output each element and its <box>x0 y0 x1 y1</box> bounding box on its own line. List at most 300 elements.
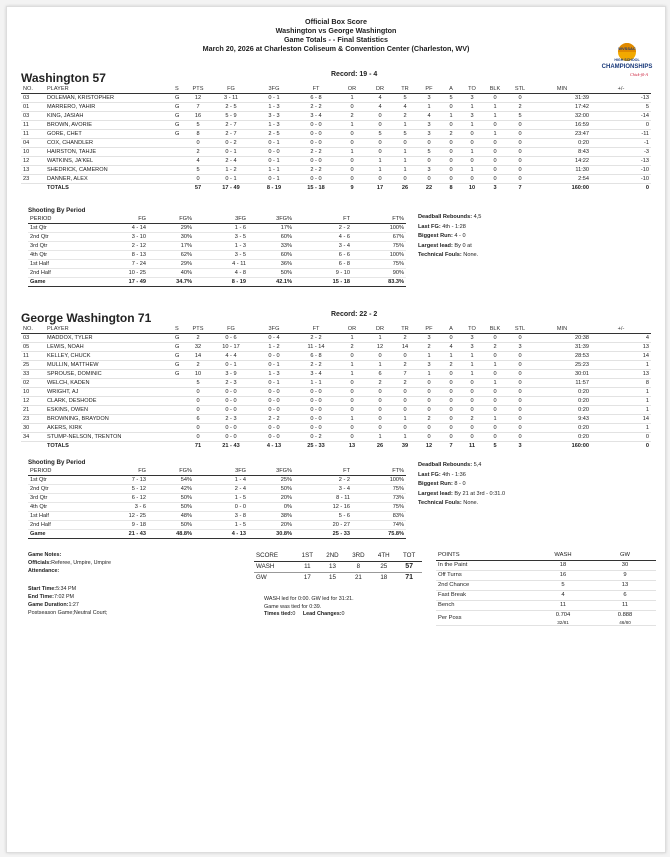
column-header: FT <box>294 467 352 476</box>
table-cell: 2 - 2 <box>295 361 337 370</box>
table-cell: 0 - 0 <box>295 121 337 130</box>
table-cell: 4 <box>417 112 441 121</box>
period-row <box>28 269 406 278</box>
table-cell: 75% <box>352 503 406 512</box>
team1-stats-table <box>21 85 651 192</box>
table-cell: 4th Qtr <box>28 251 94 260</box>
table-cell: 20 - 27 <box>294 521 352 530</box>
table-cell: 2 <box>187 361 209 370</box>
table-cell: 2 - 2 <box>295 334 337 343</box>
table-cell: 0 <box>441 139 461 148</box>
table-cell: Game <box>28 530 94 539</box>
table-row <box>21 94 651 103</box>
table-cell: 23 <box>21 415 45 424</box>
game-notes-heading: Game Notes: <box>28 552 62 558</box>
table-cell: 8 - 13 <box>94 251 148 260</box>
table-cell: 0 <box>417 388 441 397</box>
table-cell: 71 <box>405 574 413 581</box>
ties-and-changes: Times tied:0 Lead Changes:0 <box>264 611 345 618</box>
table-cell: 0 <box>483 334 507 343</box>
table-cell: 2 <box>461 415 483 424</box>
table-cell: 31:39 <box>533 343 591 352</box>
player-name: SPROUSE, DOMINIC <box>45 370 173 379</box>
table-cell: 1 - 2 <box>209 166 253 175</box>
table-cell: 03 <box>21 334 45 343</box>
column-header: MIN <box>533 85 591 94</box>
table-cell: 0 - 0 <box>209 406 253 415</box>
column-header: TO <box>461 325 483 334</box>
table-cell: 2 - 3 <box>209 379 253 388</box>
table-cell: 12 <box>187 94 209 103</box>
table-cell: 1 <box>417 370 441 379</box>
per-poss-value: Per Poss <box>438 614 462 621</box>
table-cell: 0:20 <box>533 406 591 415</box>
table-cell: 3 <box>461 94 483 103</box>
player-name: WELCH, KADEN <box>45 379 173 388</box>
table-cell: 5 <box>367 130 393 139</box>
points-row <box>436 601 656 611</box>
table-cell: 0 <box>441 103 461 112</box>
totals-cell: 39 <box>393 442 417 451</box>
column-header: PERIOD <box>28 467 94 476</box>
column-header: PLAYER <box>45 85 173 94</box>
table-cell: 5 <box>417 148 441 157</box>
table-cell: 3 <box>417 121 441 130</box>
logo-top-text: WVSSAC <box>618 46 636 51</box>
table-cell: 73% <box>352 494 406 503</box>
table-cell: 100% <box>352 476 406 485</box>
table-cell: 0 <box>337 379 367 388</box>
table-cell: 3 - 3 <box>253 112 295 121</box>
column-header: WASH <box>532 551 594 561</box>
table-cell: 0 <box>367 139 393 148</box>
table-cell: 1 <box>461 166 483 175</box>
table-cell: 17:42 <box>533 103 591 112</box>
table-cell: 0 <box>367 148 393 157</box>
table-row <box>21 397 651 406</box>
table-cell: 3 <box>417 94 441 103</box>
table-cell: 1 <box>591 424 651 433</box>
logo-sponsor-text: Chick-fil-A <box>630 72 648 77</box>
table-cell: 5 - 6 <box>294 512 352 521</box>
table-cell: -3 <box>591 148 651 157</box>
table-cell: 5 - 9 <box>209 112 253 121</box>
player-name: WATKINS, JA'KEL <box>45 157 173 166</box>
table-cell: 75% <box>352 260 406 269</box>
table-cell: 0 <box>483 94 507 103</box>
table-cell: 14 <box>187 352 209 361</box>
totals-cell: 57 <box>187 184 209 193</box>
table-cell: 0 <box>337 388 367 397</box>
table-cell: 0 - 0 <box>209 397 253 406</box>
team1-player-rows <box>21 94 651 184</box>
table-cell: 0 - 1 <box>253 175 295 184</box>
game-times <box>28 585 107 617</box>
table-row <box>21 379 651 388</box>
table-cell: 1 - 1 <box>295 379 337 388</box>
column-header: 3FG% <box>248 215 294 224</box>
table-cell: 04 <box>21 139 45 148</box>
table-cell: 1 <box>337 361 367 370</box>
table-cell: 0 <box>367 406 393 415</box>
table-cell: G <box>173 343 187 352</box>
player-name: AKERS, KIRK <box>45 424 173 433</box>
team1-period-table <box>28 215 406 287</box>
table-cell: In the Paint <box>436 561 532 571</box>
table-cell: 25% <box>248 476 294 485</box>
table-cell: 14:22 <box>533 157 591 166</box>
table-cell: 10 - 17 <box>209 343 253 352</box>
table-cell: 0 - 0 <box>253 352 295 361</box>
championships-logo <box>601 41 653 81</box>
table-cell: 5 <box>393 130 417 139</box>
table-cell: 2 <box>337 343 367 352</box>
table-cell: 11 <box>21 130 45 139</box>
table-cell: 9 - 10 <box>294 269 352 278</box>
per-poss-value: 0.704 <box>555 612 571 618</box>
table-cell: 25 <box>371 562 396 573</box>
table-cell: 05 <box>21 343 45 352</box>
table-cell: 0 <box>507 121 533 130</box>
player-name: MADDOX, TYLER <box>45 334 173 343</box>
team2-title: George Washington 71 <box>21 311 152 325</box>
totals-cell: 7 <box>507 184 533 193</box>
table-row <box>21 361 651 370</box>
table-cell: 0 <box>441 433 461 442</box>
table-cell: 33% <box>248 242 294 251</box>
team2-period-rows <box>28 476 406 539</box>
totals-cell <box>173 442 187 451</box>
table-cell: 10 <box>21 148 45 157</box>
table-cell: 0 <box>441 406 461 415</box>
table-cell: 8 - 19 <box>194 278 248 287</box>
table-row <box>21 334 651 343</box>
table-cell: 1 <box>393 433 417 442</box>
points-row <box>436 571 656 581</box>
table-cell: 15 <box>329 574 336 581</box>
totals-cell: 4 - 13 <box>253 442 295 451</box>
table-cell: 5 <box>187 379 209 388</box>
lead-line2: Game was tied for 0:39. <box>264 603 322 610</box>
table-cell: 0 - 0 <box>209 424 253 433</box>
table-cell: 0:20 <box>533 433 591 442</box>
table-cell: 02 <box>21 379 45 388</box>
table-cell: 8 <box>187 130 209 139</box>
table-cell: 1 <box>367 361 393 370</box>
table-cell: 2 - 3 <box>209 415 253 424</box>
table-cell: 0 <box>187 433 209 442</box>
table-cell: 0 <box>483 175 507 184</box>
score-row <box>254 562 422 573</box>
totals-cell: 160:00 <box>533 184 591 193</box>
column-header: 3FG <box>253 85 295 94</box>
table-cell: 4 <box>393 103 417 112</box>
table-cell: 48% <box>148 512 194 521</box>
column-header: POINTS <box>436 551 532 561</box>
table-cell: 0 - 1 <box>209 361 253 370</box>
table-cell: 1 <box>461 121 483 130</box>
table-cell: 0 <box>461 379 483 388</box>
totals-cell: 3 <box>507 442 533 451</box>
column-header: OR <box>337 325 367 334</box>
totals-cell: 3 <box>483 184 507 193</box>
table-row <box>21 157 651 166</box>
table-cell: WASH <box>254 562 295 573</box>
table-cell: 0 <box>507 433 533 442</box>
table-cell: 1 <box>483 112 507 121</box>
table-cell: 0 <box>367 175 393 184</box>
table-cell: 3 - 4 <box>295 112 337 121</box>
totals-cell: 17 <box>367 184 393 193</box>
table-cell: 20% <box>248 494 294 503</box>
table-cell: 0 <box>507 415 533 424</box>
table-cell: 16:59 <box>533 121 591 130</box>
table-cell: 0 <box>441 379 461 388</box>
table-cell: 0 <box>461 424 483 433</box>
per-poss-value: 0.888 <box>617 612 633 618</box>
table-cell: -10 <box>591 175 651 184</box>
table-row <box>21 121 651 130</box>
table-cell: 1 <box>337 415 367 424</box>
table-cell: 13 <box>594 581 656 591</box>
player-name: LEWIS, NOAH <box>45 343 173 352</box>
officials: Officials:Referee, Umpire, Umpire <box>28 560 111 566</box>
table-cell: 0 - 0 <box>253 433 295 442</box>
column-header: TO <box>461 85 483 94</box>
table-cell: 3 - 10 <box>94 233 148 242</box>
table-cell: 0 - 0 <box>209 433 253 442</box>
table-cell: 75% <box>352 242 406 251</box>
table-cell: 3 <box>461 112 483 121</box>
table-cell: 14 <box>591 352 651 361</box>
table-cell: 0 <box>417 397 441 406</box>
table-cell: 0 <box>441 175 461 184</box>
table-cell: 29% <box>148 224 194 233</box>
column-header: +/- <box>591 85 651 94</box>
team2-side-notes <box>418 461 505 509</box>
table-cell: 48.8% <box>148 530 194 539</box>
table-cell: 83.3% <box>352 278 406 287</box>
table-cell: 1 <box>417 352 441 361</box>
table-cell: 3 - 6 <box>94 503 148 512</box>
table-cell: 0 - 0 <box>253 148 295 157</box>
team1-technical-fouls: Technical Fouls: None. <box>418 252 479 259</box>
table-cell: 0 <box>187 397 209 406</box>
header-matchup: Washington vs George Washington <box>275 26 397 35</box>
table-cell: 1 <box>393 148 417 157</box>
table-cell <box>173 175 187 184</box>
table-cell: 0 - 6 <box>209 334 253 343</box>
table-cell: 0 <box>483 157 507 166</box>
table-cell: 34 <box>21 433 45 442</box>
table-cell: 30:01 <box>533 370 591 379</box>
table-row <box>21 139 651 148</box>
table-cell: 0 <box>393 424 417 433</box>
table-cell: 25:23 <box>533 361 591 370</box>
table-cell: 0 - 0 <box>253 388 295 397</box>
column-header: FG% <box>148 215 194 224</box>
table-cell: 74% <box>352 521 406 530</box>
period-row <box>28 512 406 521</box>
table-cell: 9 - 18 <box>94 521 148 530</box>
table-cell <box>173 388 187 397</box>
table-cell: 0 <box>337 433 367 442</box>
table-cell: 0 <box>393 406 417 415</box>
table-cell: 0 <box>507 370 533 379</box>
table-cell: 5 <box>441 94 461 103</box>
table-cell: 1 <box>461 370 483 379</box>
table-cell: 3 <box>461 343 483 352</box>
table-cell: 3 - 8 <box>194 512 248 521</box>
column-header: TR <box>393 85 417 94</box>
per-poss-fraction: 32/81 <box>557 620 569 625</box>
table-cell: 23 <box>21 175 45 184</box>
table-cell: 12 - 16 <box>294 503 352 512</box>
table-cell: 0 <box>367 121 393 130</box>
table-cell: 2 <box>507 103 533 112</box>
table-cell: 0 <box>441 121 461 130</box>
table-cell: 0 <box>187 406 209 415</box>
table-cell: 13 <box>591 370 651 379</box>
per-poss-row <box>436 611 656 626</box>
team2-totals-row <box>21 442 651 451</box>
table-cell: 11 <box>594 601 656 611</box>
table-cell: 2 <box>393 334 417 343</box>
player-name: DOLEMAN, KRISTOPHER <box>45 94 173 103</box>
table-row <box>21 352 651 361</box>
table-cell: 1 <box>591 361 651 370</box>
table-cell: 50% <box>148 503 194 512</box>
table-cell: 0 <box>337 166 367 175</box>
table-cell: 3rd Qtr <box>28 494 94 503</box>
table-cell: 2nd Half <box>28 521 94 530</box>
table-cell: 0 - 0 <box>253 424 295 433</box>
table-cell: 0 <box>483 406 507 415</box>
table-cell: 2 - 2 <box>253 415 295 424</box>
table-cell: 11:30 <box>533 166 591 175</box>
table-cell: 6 - 8 <box>295 352 337 361</box>
table-cell <box>173 148 187 157</box>
table-cell: 0:20 <box>533 424 591 433</box>
points-row <box>436 591 656 601</box>
table-cell: 0 - 0 <box>295 388 337 397</box>
table-cell: 2 <box>367 379 393 388</box>
table-cell: 2 - 5 <box>209 103 253 112</box>
table-cell: 0 <box>417 157 441 166</box>
table-cell: 5 <box>187 166 209 175</box>
table-cell: 0 - 1 <box>253 139 295 148</box>
table-cell: 1 - 3 <box>253 370 295 379</box>
player-name: ESKINS, OWEN <box>45 406 173 415</box>
table-cell: 21 <box>21 406 45 415</box>
table-cell: 25 - 33 <box>294 530 352 539</box>
table-cell: 1 <box>591 397 651 406</box>
attendance: Attendance: <box>28 568 60 574</box>
points-header <box>436 551 656 561</box>
table-cell: 0 <box>507 361 533 370</box>
team2-last-fg: Last FG: 4th - 1:36 <box>418 471 466 478</box>
column-header: 3FG% <box>248 467 294 476</box>
table-cell: 0 <box>367 352 393 361</box>
table-row <box>21 415 651 424</box>
table-cell: 1 <box>393 157 417 166</box>
period-row <box>28 521 406 530</box>
table-row <box>21 103 651 112</box>
table-row <box>21 130 651 139</box>
end-time: End Time:7:02 PM <box>28 594 75 600</box>
table-cell: 1 <box>461 352 483 361</box>
table-cell: 12 <box>21 397 45 406</box>
table-cell: 13 <box>591 343 651 352</box>
period-row <box>28 251 406 260</box>
table-cell: 5 <box>591 103 651 112</box>
period-row <box>28 476 406 485</box>
table-cell: 42% <box>148 485 194 494</box>
table-cell: 13 <box>319 562 345 573</box>
column-header: DR <box>367 325 393 334</box>
table-cell: 1 <box>367 166 393 175</box>
table-cell: 0 <box>507 139 533 148</box>
table-cell: 11 - 14 <box>295 343 337 352</box>
table-cell: 7 <box>393 370 417 379</box>
table-cell: 3 <box>417 361 441 370</box>
period-game-row <box>28 530 406 539</box>
table-cell: 11 <box>532 601 594 611</box>
table-cell: 90% <box>352 269 406 278</box>
table-cell: 0 <box>187 388 209 397</box>
table-cell: 4 <box>591 334 651 343</box>
column-header: DR <box>367 85 393 94</box>
table-cell: 18 <box>380 574 388 581</box>
table-cell: 0 <box>507 94 533 103</box>
table-cell: 36% <box>248 260 294 269</box>
table-cell: 3 - 5 <box>194 233 248 242</box>
column-header: 3RD <box>352 552 365 559</box>
table-cell: 0 <box>393 388 417 397</box>
table-cell: 0 <box>507 424 533 433</box>
table-cell: 2 <box>337 112 367 121</box>
game-duration: Game Duration:1:27 <box>28 602 79 608</box>
column-header: TOT <box>402 552 416 559</box>
table-cell: 3 - 5 <box>194 251 248 260</box>
table-cell: 0:20 <box>533 397 591 406</box>
column-header: +/- <box>591 325 651 334</box>
totals-cell: 0 <box>591 442 651 451</box>
table-cell: 0 <box>393 139 417 148</box>
team2-period-section-title: Shooting By Period <box>28 459 86 466</box>
table-cell: 50% <box>148 521 194 530</box>
table-cell: 01 <box>21 103 45 112</box>
table-cell: 2 - 2 <box>295 148 337 157</box>
totals-cell: 17 - 49 <box>209 184 253 193</box>
table-cell: 0 <box>417 139 441 148</box>
table-cell: 0 <box>441 370 461 379</box>
table-cell: 57 <box>396 562 422 573</box>
totals-cell: 160:00 <box>533 442 591 451</box>
lead-line1: WASH led for 0:00. GW led for 31:21. <box>264 596 354 602</box>
table-row <box>21 166 651 175</box>
table-cell: 4 - 8 <box>194 269 248 278</box>
table-cell: 0 <box>483 388 507 397</box>
column-header: NO. <box>21 325 45 334</box>
table-cell: 5 <box>532 581 594 591</box>
table-cell: 15 - 18 <box>294 278 352 287</box>
table-cell: 67% <box>352 233 406 242</box>
column-header: FG <box>94 215 148 224</box>
table-cell: 0 - 0 <box>295 175 337 184</box>
table-cell: -11 <box>591 130 651 139</box>
column-header: S <box>173 325 187 334</box>
